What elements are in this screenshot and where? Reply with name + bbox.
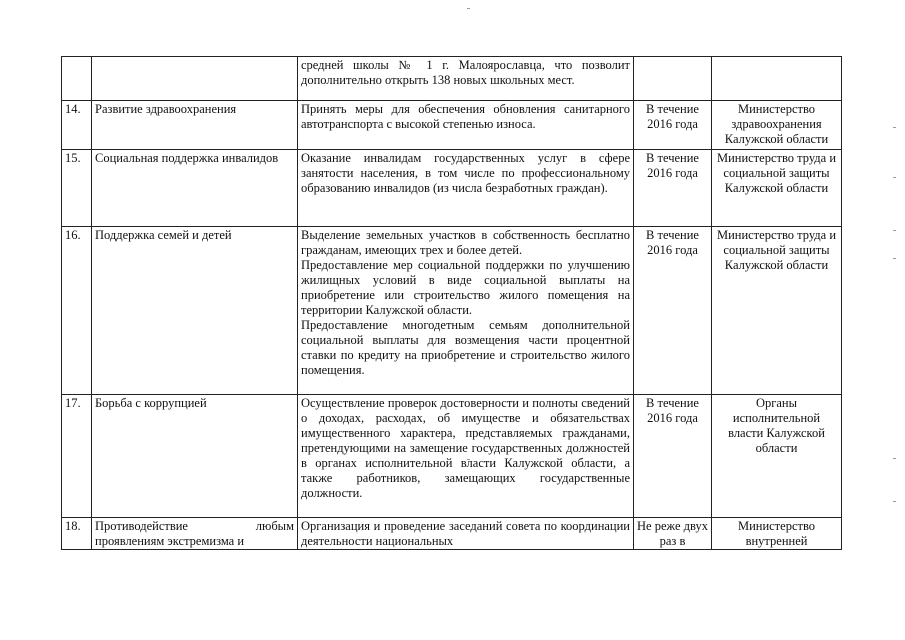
scan-mark <box>893 230 896 231</box>
measures-cell <box>298 150 634 227</box>
scan-mark <box>893 458 896 459</box>
term-cell: В течение 2016 года <box>634 101 712 150</box>
table-row <box>62 57 842 101</box>
direction-cell <box>92 518 298 550</box>
executor-cell: Министерство труда и социальной защиты Калужской области <box>712 150 842 227</box>
measures-cell <box>298 57 634 101</box>
row-number: 15. <box>62 150 92 227</box>
row-number: 16. <box>62 227 92 395</box>
table-row <box>62 150 842 227</box>
term-cell: В течение 2016 года <box>634 227 712 395</box>
direction-cell: Социальная поддержка инвалидов <box>92 150 298 227</box>
measures-cell <box>298 518 634 550</box>
table-row <box>62 518 842 550</box>
direction-text: Противодействие любым проявлениям экстремизма и <box>95 519 294 548</box>
term-cell: В течение 2016 года <box>634 395 712 518</box>
measure-text: Осуществление проверок достоверности и полноты сведений о доходах, расходах, об имуществе и обязательствах имущественного характера, представляемых гражданами, претендующими на замещение государственных должностей в органах исполнительной власти Калужской области, а также работников, замещающих государственные должности. <box>301 396 630 500</box>
measures-table <box>61 56 842 550</box>
measure-text: Организация и проведение заседаний совета по координации деятельности национальных <box>301 519 630 548</box>
executor-cell: Министерство здравоохранения Калужской области <box>712 101 842 150</box>
measure-text: Выделение земельных участков в собственность бесплатно гражданам, имеющих трех и более детей. <box>301 228 630 257</box>
scan-mark <box>893 127 896 128</box>
measures-cell <box>298 395 634 518</box>
measure-text: Оказание инвалидам государственных услуг в сфере занятости населения, в том числе по профессиональному образованию инвалидов (из числа безработных граждан). <box>301 151 630 195</box>
scan-mark <box>467 8 470 9</box>
measure-text: Предоставление многодетным семьям дополнительной социальной выплаты для возмещения части процентной ставки по кредиту на приобретение и строительство жилого помещения. <box>301 318 630 377</box>
measure-text: средней школы № 1 г. Малоярославца, что позволит дополнительно открыть 138 новых школьных мест. <box>301 58 630 87</box>
term-cell <box>634 57 712 101</box>
measures-cell <box>298 227 634 395</box>
measure-text: Предоставление мер социальной поддержки по улучшению жилищных условий в виде социальной выплаты на приобретение или строительство жилого помещения на территории Калужской области. <box>301 258 630 317</box>
direction-cell: Борьба с коррупцией <box>92 395 298 518</box>
direction-cell: Поддержка семей и детей <box>92 227 298 395</box>
scan-mark <box>893 501 896 502</box>
row-number: 17. <box>62 395 92 518</box>
scan-mark <box>893 258 896 259</box>
executor-cell: Министерство труда и социальной защиты Калужской области <box>712 227 842 395</box>
term-cell: В течение 2016 года <box>634 150 712 227</box>
row-number <box>62 57 92 101</box>
table-row <box>62 395 842 518</box>
direction-cell <box>92 57 298 101</box>
direction-cell: Развитие здравоохранения <box>92 101 298 150</box>
row-number: 18. <box>62 518 92 550</box>
executor-cell: Органы исполнительной власти Калужской области <box>712 395 842 518</box>
scan-mark <box>893 177 896 178</box>
table-row <box>62 101 842 150</box>
term-cell: Не реже двух раз в <box>634 518 712 550</box>
row-number: 14. <box>62 101 92 150</box>
table-row <box>62 227 842 395</box>
measure-text: Принять меры для обеспечения обновления санитарного автотранспорта с высокой степенью износа. <box>301 102 630 131</box>
measures-cell <box>298 101 634 150</box>
executor-cell <box>712 57 842 101</box>
executor-cell: Министерство внутренней <box>712 518 842 550</box>
